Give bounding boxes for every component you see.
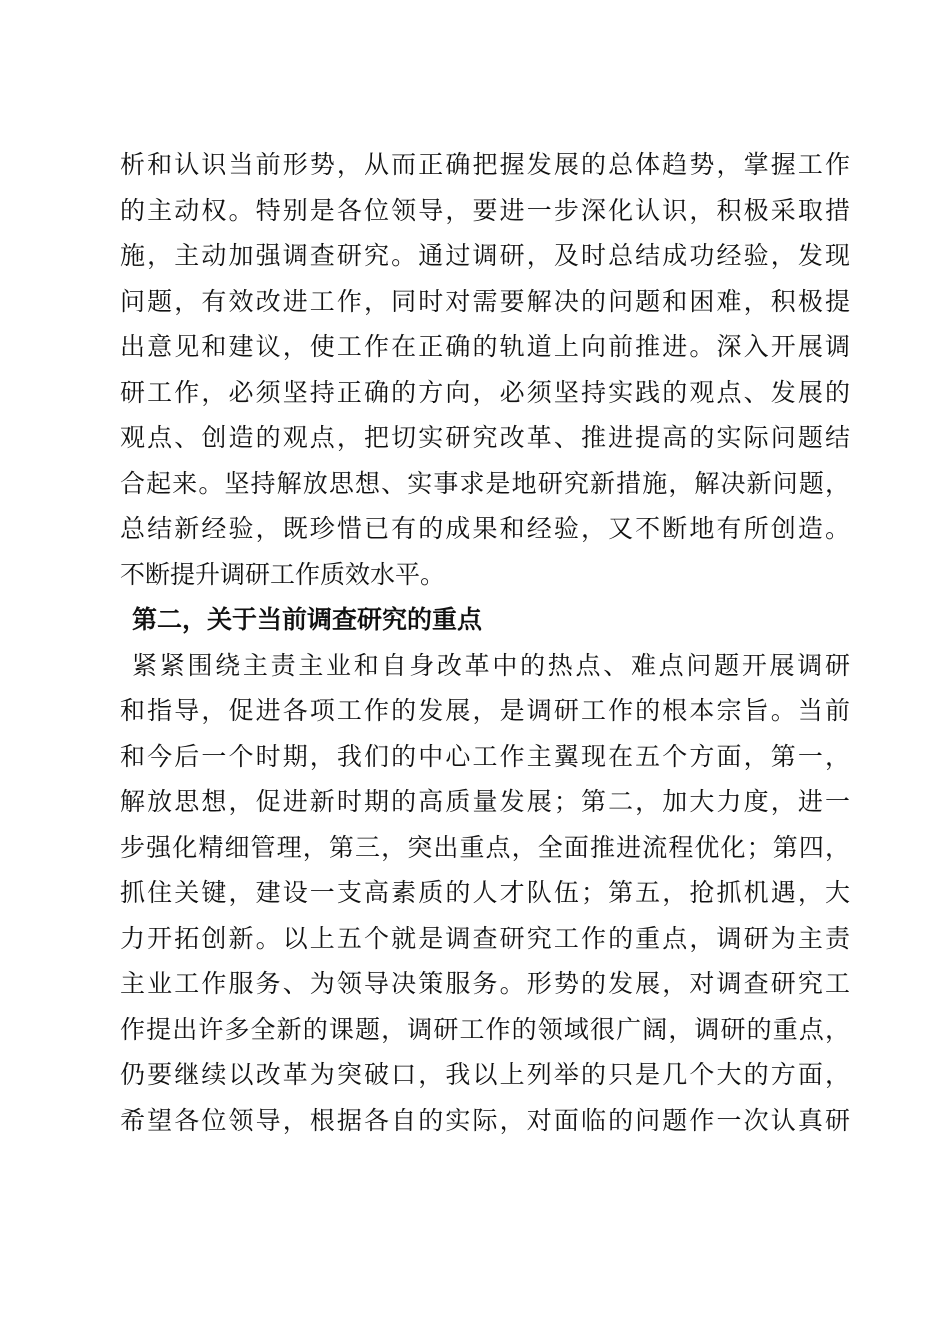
paragraph-1-line: 施，主动加强调查研究。通过调研，及时总结成功经验，发现 bbox=[120, 241, 850, 270]
paragraph-2-line: 主业工作服务、为领导决策服务。形势的发展，对调查研究工 bbox=[120, 969, 850, 998]
paragraph-1 bbox=[120, 142, 850, 597]
paragraph-1-line: 观点、创造的观点，把切实研究改革、推进提高的实际问题结 bbox=[120, 423, 850, 452]
paragraph-1-line: 问题，有效改进工作，同时对需要解决的问题和困难，积极提 bbox=[120, 286, 850, 316]
paragraph-2 bbox=[120, 643, 850, 1144]
paragraph-1-line: 研工作，必须坚持正确的方向，必须坚持实践的观点、发展的 bbox=[120, 377, 850, 407]
paragraph-1-line: 析和认识当前形势，从而正确把握发展的总体趋势，掌握工作 bbox=[120, 150, 850, 179]
paragraph-2-line: 和今后一个时期，我们的中心工作主翼现在五个方面，第一， bbox=[120, 741, 850, 771]
paragraph-1-line: 总结新经验，既珍惜已有的成果和经验，又不断地有所创造。 bbox=[120, 514, 850, 543]
document-body bbox=[120, 142, 850, 1143]
section-heading: 第二，关于当前调查研究的重点 bbox=[132, 605, 483, 634]
paragraph-2-line: 解放思想，促进新时期的高质量发展；第二，加大力度，进一 bbox=[120, 787, 850, 816]
paragraph-2-line: 作提出许多全新的课题，调研工作的领域很广阔，调研的重点， bbox=[120, 1014, 850, 1044]
paragraph-2-line: 抓住关键，建设一支高素质的人才队伍；第五，抢抓机遇，大 bbox=[120, 878, 850, 907]
paragraph-1-line: 出意见和建议，使工作在正确的轨道上向前推进。深入开展调 bbox=[120, 332, 850, 361]
paragraph-2-line: 仍要继续以改革为突破口，我以上列举的只是几个大的方面， bbox=[120, 1060, 850, 1089]
paragraph-1-line: 合起来。坚持解放思想、实事求是地研究新措施，解决新问题， bbox=[120, 468, 850, 498]
paragraph-2-line: 力开拓创新。以上五个就是调查研究工作的重点，调研为主责 bbox=[120, 923, 850, 953]
paragraph-2-line: 步强化精细管理，第三，突出重点，全面推进流程优化；第四， bbox=[120, 832, 850, 862]
paragraph-2-line: 和指导，促进各项工作的发展，是调研工作的根本宗旨。当前 bbox=[120, 696, 850, 725]
paragraph-1-line: 不断提升调研工作质效水平。 bbox=[120, 559, 446, 589]
paragraph-2-line: 希望各位领导，根据各自的实际，对面临的问题作一次认真研 bbox=[120, 1105, 850, 1135]
paragraph-2-line: 紧紧围绕主责主业和自身改革中的热点、难点问题开展调研 bbox=[132, 650, 850, 680]
paragraph-1-line: 的主动权。特别是各位领导，要进一步深化认识，积极采取措 bbox=[120, 195, 850, 225]
